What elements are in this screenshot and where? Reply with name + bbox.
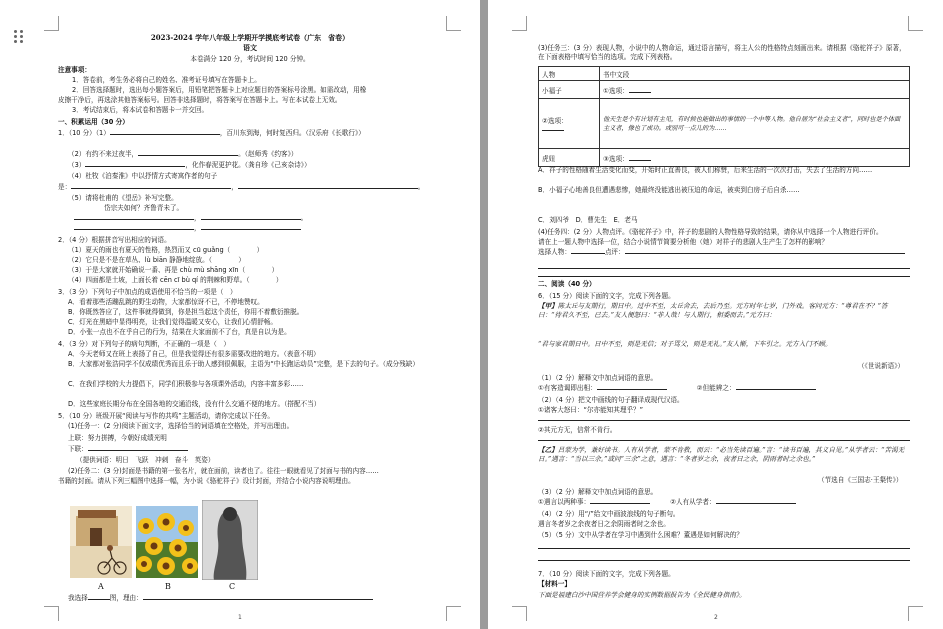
cover-option-image-a: [70, 506, 132, 578]
question-6-sub: （1）（2 分）解释文中加点词语的意思。: [538, 374, 658, 382]
answer-rule: [538, 548, 910, 549]
question-6-sub: （4）（2 分）用“/”给文中画波浪线的句子断句。: [538, 510, 680, 518]
question-3-option: D．小张一点也不在乎自己的行为，结果在大家面前不了台，真是自以为是。: [68, 328, 291, 336]
question-6-sub: 遇言冬者岁之余夜者日之余阴雨者时之余也。: [538, 520, 670, 528]
couplet-lower: 下联：: [68, 445, 188, 454]
character-table: [538, 66, 910, 167]
crop-mark: [908, 16, 923, 31]
question-1-line: （4）杜牧《泊秦淮》中以抒情方式寄寓作者的句子: [68, 172, 218, 180]
crop-mark: [446, 16, 461, 31]
question-3-heading: 3．（3 分）下列句子中加点的成语使用不恰当的一项是（ ）: [58, 288, 237, 296]
question-1-line: ， 。: [74, 214, 307, 223]
exam-subject: 语文: [243, 43, 257, 52]
answer-rule: [538, 440, 910, 441]
couplet-upper: 上联：努力拼搏，今朝好成绩光明: [68, 434, 167, 442]
task-4-answer: 选择人物： 点评：: [538, 248, 905, 257]
cover-option-image-b: [136, 506, 198, 578]
question-1-line: （5）请将杜甫的《望岳》补写完整。: [68, 194, 178, 202]
table-header-cell: 人物: [539, 67, 600, 81]
image-label-b: B: [165, 582, 171, 591]
question-1-line: 1．（10 分）（1） ，百川东到海，何时复西归。（汉乐府《长歌行》）: [58, 129, 365, 137]
table-cell-text[interactable]: ③选项：: [600, 149, 910, 167]
document-page-2: [488, 0, 943, 629]
notice-line: 1．答卷前，考生务必将自己的姓名、准考证号填写在答题卡上。: [72, 76, 261, 84]
table-header-cell: 书中文段: [600, 67, 910, 81]
crop-mark: [44, 16, 59, 31]
passage-source: （《世说新语》）: [858, 362, 905, 370]
table-cell-name[interactable]: ②选项：: [539, 99, 600, 149]
question-4-option: C．在我们学校的大力提倡下，同学们积极参与各项课外活动，内容丰富多彩……: [68, 380, 304, 388]
image-label-a: A: [98, 582, 104, 591]
question-6-sub: （2）（4 分）把文中画线的句子翻译成现代汉语。: [538, 396, 684, 404]
question-1-line: ，: [74, 224, 301, 233]
crop-mark: [512, 16, 527, 31]
task-3-option: C．刘四爷 D．曹先生 E．老马: [538, 216, 638, 224]
question-6-sub: ①遇言以两种事： ②人有从学者：: [538, 498, 796, 507]
question-4-option: D．这些家庭长期分布在全国各地的交通沿线，没有什么交通不便的地方。（搭配不当）: [68, 400, 321, 408]
question-6-sub: （5）（5 分）文中从学者在学习中遇到什么困难？董遇是如何解决的？: [538, 531, 743, 539]
question-5-task-2: (2)任务二：(3 分)封面是书籍的第一张名片，就在面前，读者也了。往往一眼就看见了封面与书的内容……: [68, 467, 379, 475]
question-6-heading: 6．（15 分）阅读下面的文字，完成下列各题。: [538, 292, 675, 300]
question-5-task-1: (1)任务一：(2 分)阅读下面文字，选择恰当的词语填在空格处，并写出理由。: [68, 422, 294, 430]
question-2-item: （3）于是大家就开始确说一番、再是 chù mù shāng xīn（ ）: [68, 266, 279, 274]
section-divider: [538, 276, 910, 277]
material-heading: 【材料一】: [538, 580, 571, 588]
passage-yi: 【乙】吕蒙为学，兼好读书。人有从学者，蒙不肯教，而云：“必当先读百遍。”言：“读书百遍，其义自见。”从学者云：“苦渴无日。”遇言：“当以三余。”或问“三余”之意，遇言：“冬者岁之余，夜者日之余，阴雨者时之余也。”: [538, 446, 905, 463]
question-1-line: （3） ，化作春泥更护花。（龚自珍《己亥杂诗》）: [68, 161, 311, 169]
answer-rule: [538, 560, 910, 561]
notice-line: 皮擦干净后，再选涂其他答案标号。回答非选择题时，将答案写在答题卡上。写在本试卷上无效。: [58, 96, 342, 104]
notice-line: 3．考试结束后，将本试卷和答题卡一并交回。: [72, 106, 209, 114]
question-4-option: B．大家都对张浩同学不仅成绩优秀而且乐于助人感到很佩服，主语为“中长跑运动员”完整，是下去的句子。（成分残缺）: [68, 360, 419, 368]
cover-option-image-c: [202, 500, 258, 580]
table-cell-name: 小福子: [539, 81, 600, 99]
question-6-sub: ①有客造谒即出相： ②但能辨之：: [538, 384, 816, 393]
question-3-option: B．你既然答应了，这件事就得做到，你是担当起这个责任，你用不着敷衍推脱。: [68, 308, 304, 316]
notice-heading: 注意事项：: [58, 66, 91, 74]
question-6-sub: （3）（2 分）解释文中加点词语的意思。: [538, 488, 658, 496]
question-7-heading: 7．（10 分）阅读下面的文字，完成下列各题。: [538, 570, 675, 578]
task-4-prompt: (4)任务四：(2 分）人物点评。《骆驼祥子》中，祥子的悲剧的人物性格导致的结果，请你从中选择一个人物进行评价。: [538, 228, 883, 236]
answer-line: 我选择 图，理由：: [68, 594, 373, 603]
question-2-heading: 2．（4 分）根据拼音写出相应的词语。: [58, 236, 171, 244]
drag-handle-icon[interactable]: [14, 30, 28, 44]
exam-title: 2023-2024 学年八年级上学期开学摸底考试卷（广东 省卷）: [150, 33, 350, 42]
task-3-option: A．祥子的性格随着生活变化而变，开始时正直善良，被人们称赞，后来生活的一次次打击，失去了生活的方向……: [538, 166, 873, 174]
crop-mark: [908, 606, 923, 621]
notice-line: 2．回答选择题时，选出每小题答案后，用铅笔把答题卡上对应题目的答案标号涂黑。如需改动，用橡: [72, 86, 367, 94]
word-hint: （提供词语：明日 飞跃 冲刺 奋斗 英姿）: [76, 456, 215, 464]
question-6-sub: ①诸客大怒曰：“尔亦能知其理乎？”: [538, 406, 644, 414]
table-cell-text[interactable]: ①选项：: [600, 81, 910, 99]
image-label-c: C: [229, 582, 236, 591]
passage-jia-cont: “君与家君期日中。日中不至，则是无信；对子骂父，则是无礼。”友人惭，下车引之。元方入门不顾。: [538, 340, 832, 348]
question-5-task-2-cont: 书籍的封面。请从下列三幅图中选择一幅，为小说《骆驼祥子》设计封面，并结合小说内容说明理由。: [58, 477, 355, 485]
answer-rule: [538, 420, 910, 421]
page-number: 1: [238, 614, 242, 621]
page-number: 2: [714, 614, 718, 621]
section-heading: 二、阅读（40 分）: [538, 280, 596, 288]
section-heading: 一、积累运用（30 分）: [58, 118, 129, 126]
question-6-sub: ②其元方无，信常不肯行。: [538, 426, 617, 434]
answer-rule: [538, 268, 910, 269]
question-1-line: 是： ， 。: [58, 183, 425, 191]
crop-mark: [446, 606, 461, 621]
material-text: 下面是福建白沙中国营养学会健身的实例数据报告为《全民健身指南》。: [538, 591, 746, 599]
passage-source: （节选自《三国志·王粲传》）: [818, 476, 903, 484]
task-3-option: B．小福子心地善良但遭遇悲惨，她最终没能逃出被压迫的命运，被卖到白房子后自杀……: [538, 186, 800, 194]
question-4-heading: 4．（3 分）对下列句子的病句判断，不正确的一项是（ ）: [58, 340, 231, 348]
question-3-option: C．灯光在黑暗中显得明亮，让我们觉得温暖又安心，让我们心情舒畅。: [68, 318, 278, 326]
question-5-heading: 5．（10 分）班级开展“阅读与写作的共鸣”主题活动，请你完成以下任务。: [58, 412, 275, 420]
table-cell-name: 虎妞: [539, 149, 600, 167]
question-2-item: （2）它只是不是在草丛、lù biān 静静地绽放。（ ）: [68, 256, 245, 264]
exam-meta: 本卷满分 120 分，考试时间 120 分钟。: [190, 55, 310, 63]
passage-jia: 【甲】陈太丘与友期行，期日中。过中不至，太丘舍去，去后乃至。元方时年七岁，门外戏。客问元方：“尊君在不？”答曰：“待君久不至，已去。”友人便怒曰：“非人哉！与人期行，相委而去。”元方曰：: [538, 302, 888, 319]
question-2-item: （4）四面都是土坡，上面长着 cēn cī bù qí 的荆棘和野草。（ ）: [68, 276, 283, 284]
question-1-line: 岱宗夫如何？齐鲁青未了。: [104, 204, 184, 212]
question-4-option: A．今天老师又在班上表扬了自己，但是我觉得还有很多需要改进的地方。（表意不明）: [68, 350, 320, 358]
task-4-prompt-cont: 请在上一题人物中选择一位，结合小说情节简要分析他（她）对祥子的悲剧人生产生了怎样的影响？: [538, 238, 829, 246]
table-cell-text: 他天生是个有计划有主见，有时候也能做出的事情的一个中等人物。他自居为“社会主义者”，同时也是个体面主义者，像也了成功。或别可一点儿的为……: [600, 99, 910, 149]
question-1-line: （2）有约不来过夜半， 。（赵师秀《约客》）: [68, 150, 298, 158]
crop-mark: [512, 606, 527, 621]
question-2-item: （1）夏天的雨也有夏天的性格，热烈而又 cū guǎng（ ）: [68, 246, 264, 254]
crop-mark: [44, 606, 59, 621]
question-3-option: A．看着那些活蹦乱跳的野生动物，大家都惊讶不已，不停地赞叹。: [68, 298, 264, 306]
task-3-prompt: (3)任务三：(3 分）表现人物，小说中的人物命运，通过语言描写，将主人公的性格特点刻画出来。请根据《骆驼祥子》原著，在下面表格中填写恰当的选项。完成下列表格。: [538, 44, 906, 61]
